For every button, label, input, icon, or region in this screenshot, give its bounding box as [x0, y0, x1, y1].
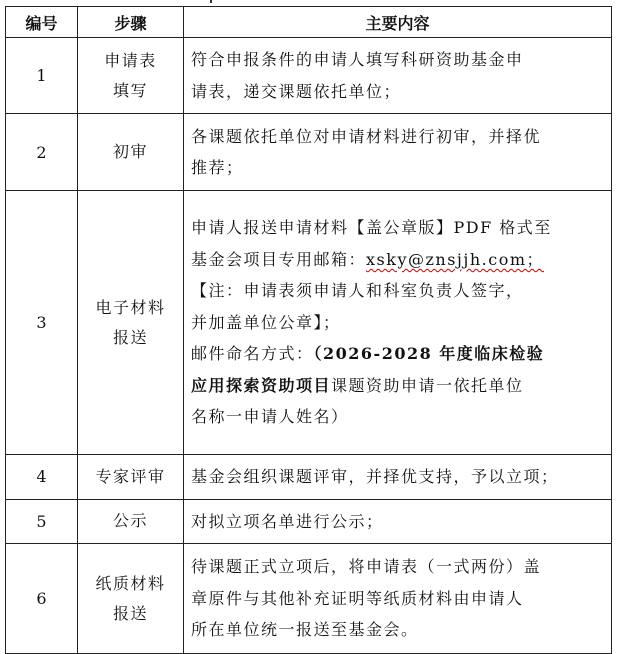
row-content [184, 38, 612, 114]
content-line [191, 370, 605, 402]
row-number: 2 [6, 114, 78, 191]
content-line: 符合申报条件的申请人填写科研资助基金申 [191, 50, 524, 69]
row-content [184, 544, 612, 654]
row-number: 1 [6, 38, 78, 114]
procedure-table [5, 6, 612, 654]
content-line: 推荐； [191, 158, 244, 177]
row-content [184, 114, 612, 191]
row-content [184, 499, 612, 544]
step-text: 专家评审 [95, 466, 166, 486]
content-line: 名称一申请人姓名） [191, 407, 349, 427]
step-text: 填写 [112, 80, 148, 100]
mailbox-label: 基金会项目专用邮箱： [191, 249, 367, 269]
header-row [6, 7, 612, 38]
table-row [6, 191, 612, 455]
content-line: 【注：申请表须申请人和科室负责人签字， [191, 281, 524, 301]
row-number: 5 [6, 499, 78, 544]
content-line [191, 338, 605, 370]
row-number: 4 [6, 455, 78, 500]
naming-bold-text: （2026-2028 年度临床检验 [313, 344, 545, 364]
row-step [78, 191, 184, 455]
header-step: 步骤 [78, 7, 184, 38]
content-line: 所在单位统一报送至基金会。 [191, 620, 419, 640]
table-row [6, 544, 612, 654]
step-text: 报送 [112, 327, 148, 347]
top-edge-mark [210, 0, 212, 3]
step-text: 电子材料 [95, 297, 166, 317]
row-step [78, 38, 184, 114]
content-line: 并加盖单位公章】； [191, 312, 341, 332]
table-row [6, 455, 612, 500]
content-line: 待课题正式立项后，将申请表（一式两份）盖 [191, 557, 542, 577]
content-line: 章原件与其他补充证明等纸质材料由申请人 [191, 588, 524, 608]
table-row [6, 38, 612, 114]
table-row [6, 499, 612, 544]
content-line: 请表，递交课题依托单位； [191, 81, 402, 101]
content-line: 基金会组织课题评审，并择优支持，予以立项； [191, 467, 559, 486]
row-content [184, 191, 612, 455]
content-line: 各课题依托单位对申请材料进行初审，并择优 [191, 126, 542, 146]
table-row [6, 114, 612, 191]
naming-bold-text: 应用探索资助项目 [191, 375, 332, 395]
step-text: 报送 [112, 603, 148, 623]
header-number: 编号 [6, 7, 78, 38]
row-number: 6 [6, 544, 78, 654]
naming-rest: 课题资助申请一依托单位 [331, 375, 524, 395]
email-address: xsky@znsjjh.com； [366, 249, 545, 269]
step-text: 初审 [112, 142, 148, 161]
row-step [78, 114, 184, 191]
step-text: 纸质材料 [95, 573, 166, 593]
content-line: 对拟立项名单进行公示； [191, 511, 384, 531]
row-content [184, 455, 612, 500]
step-text: 申请表 [104, 50, 157, 70]
content-line [191, 244, 605, 276]
row-step [78, 455, 184, 500]
row-number: 3 [6, 191, 78, 455]
row-step [78, 499, 184, 544]
row-step [78, 544, 184, 654]
content-line: 申请人报送申请材料【盖公章版】PDF 格式至 [191, 218, 552, 238]
step-text: 公示 [112, 511, 148, 531]
header-content: 主要内容 [184, 7, 612, 38]
naming-label: 邮件命名方式： [191, 344, 314, 364]
